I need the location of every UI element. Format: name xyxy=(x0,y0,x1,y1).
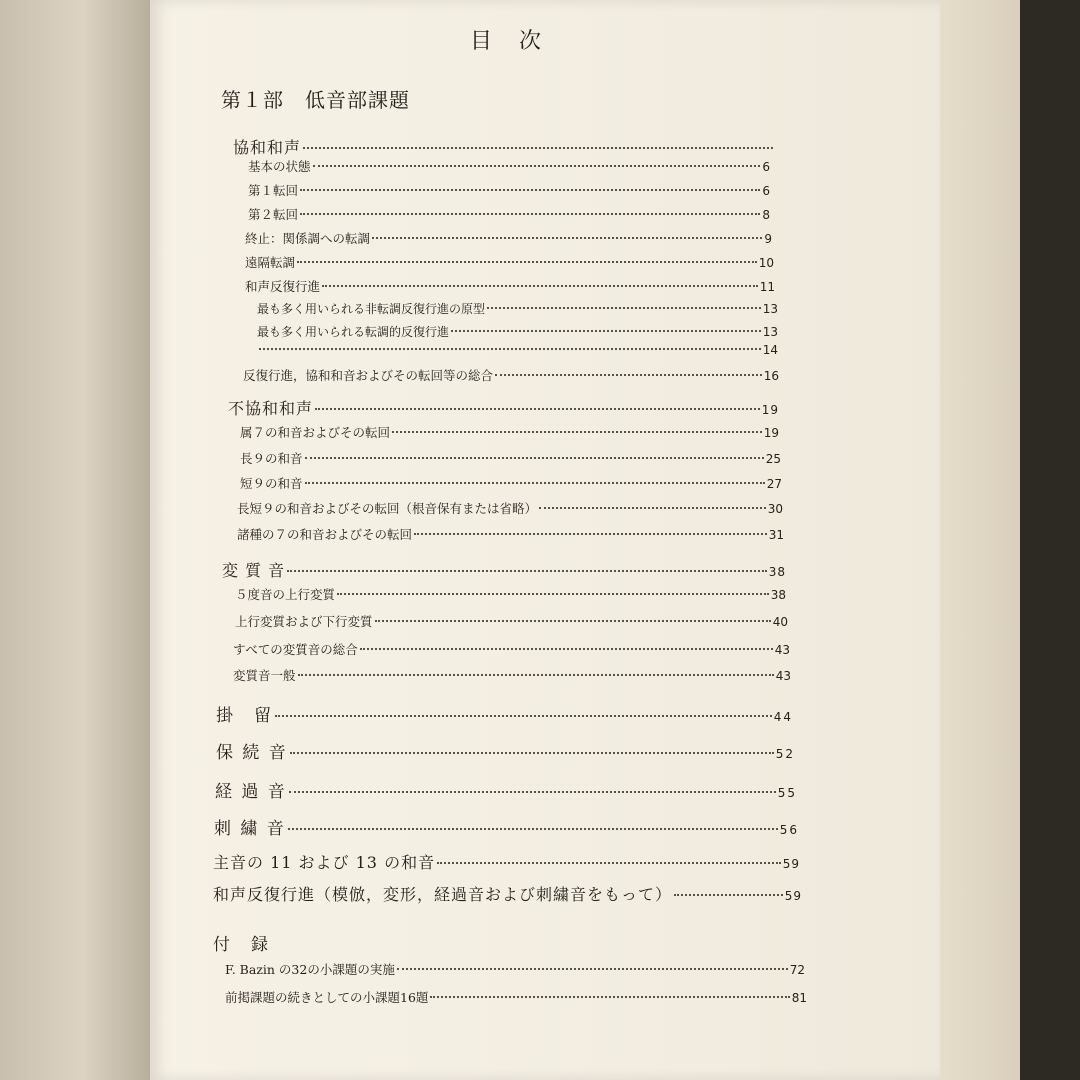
toc-entry-shuon xyxy=(213,850,800,873)
toc-entry-page: 52 xyxy=(775,747,795,761)
toc-entry-label: 第１転回 xyxy=(248,183,299,198)
leader-dots xyxy=(315,408,760,410)
leader-dots xyxy=(289,791,776,793)
toc-entry-enkaku xyxy=(245,253,774,271)
leader-dots xyxy=(674,894,783,896)
toc-entry-chotan9 xyxy=(237,499,783,517)
toc-entry-label: 終止：関係調への転調 xyxy=(245,231,371,246)
toc-entry-page: 38 xyxy=(770,588,786,602)
toc-entry-label: 前掲課題の続きとしての小課題16題 xyxy=(225,990,429,1005)
leader-dots xyxy=(297,261,757,263)
page-stack-edge xyxy=(940,0,1020,1080)
toc-entry-label: F. Bazin の32の小課題の実施 xyxy=(225,962,395,977)
toc-entry-subete xyxy=(233,640,790,658)
leader-dots xyxy=(303,147,773,149)
toc-entry-label: 長短９の和音およびその転回（根音保有または省略） xyxy=(237,501,538,516)
toc-entry-shushi xyxy=(245,229,772,247)
leader-dots xyxy=(298,674,774,676)
toc-entry-bazin xyxy=(225,960,805,978)
toc-entry-label: 付 録 xyxy=(213,935,270,955)
background-edge xyxy=(1020,0,1080,1080)
toc-entry-shoshu7 xyxy=(237,525,784,543)
toc-entry-page: 43 xyxy=(774,643,790,657)
toc-entry-keiryu xyxy=(216,701,793,726)
leader-dots xyxy=(322,285,758,287)
toc-entry-label: 短９の和音 xyxy=(240,476,303,491)
toc-entry-page: 6 xyxy=(762,160,770,174)
leader-dots xyxy=(392,431,762,433)
toc-entry-joko xyxy=(235,612,788,630)
toc-entry-page: 10 xyxy=(758,256,774,270)
toc-entry-page: 31 xyxy=(768,528,784,542)
toc-entry-hozoku xyxy=(216,738,795,763)
toc-entry-hanpuku-c xyxy=(257,343,778,357)
toc-entry-page: 56 xyxy=(779,823,799,837)
toc-entry-label: ５度音の上行変質 xyxy=(235,587,336,602)
toc-entry-kyowa xyxy=(233,135,773,158)
toc-entry-page: 9 xyxy=(764,232,772,246)
leader-dots xyxy=(495,374,762,376)
toc-entry-page: 11 xyxy=(759,280,775,294)
toc-entry-fukyowa xyxy=(228,396,779,419)
left-page-edge xyxy=(0,0,150,1080)
toc-entry-page: 25 xyxy=(765,452,781,466)
toc-entry-label: 反復行進，協和和音およびその転回等の総合 xyxy=(243,368,494,383)
leader-dots xyxy=(375,620,771,622)
toc-entry-zenkei xyxy=(225,988,807,1006)
toc-entry-hanpuku-b xyxy=(257,323,778,340)
toc-entry-shishu xyxy=(214,814,799,839)
toc-entry-page: 55 xyxy=(777,786,797,800)
toc-entry-label: 協和和声 xyxy=(233,138,302,157)
toc-entry-page: 30 xyxy=(767,502,783,516)
toc-entry-sogo xyxy=(243,366,779,384)
toc-entry-page: 44 xyxy=(773,710,793,724)
leader-dots xyxy=(360,648,773,650)
leader-dots xyxy=(414,533,767,535)
leader-dots xyxy=(288,828,778,830)
toc-entry-keika xyxy=(215,777,797,802)
toc-entry-zoku7 xyxy=(240,423,779,441)
toc-entry-tenkai1 xyxy=(248,181,770,199)
toc-entry-page: 6 xyxy=(762,184,770,198)
toc-entry-page: 19 xyxy=(763,426,779,440)
toc-entry-page: 13 xyxy=(762,325,778,339)
toc-entry-label: 最も多く用いられる転調的反復行進 xyxy=(257,325,450,339)
toc-entry-page: 13 xyxy=(762,302,778,316)
toc-entry-tan9 xyxy=(240,474,782,492)
part-heading: 第１部 低音部課題 xyxy=(221,88,410,112)
toc-entry-label: 刺 繍 音 xyxy=(214,819,286,839)
toc-entry-page: 59 xyxy=(782,857,800,871)
toc-entry-label: 和声反復行進（模倣，変形，経過音および刺繍音をもって） xyxy=(213,885,673,904)
leader-dots xyxy=(290,752,774,754)
toc-entry-label: 上行変質および下行変質 xyxy=(235,614,373,629)
toc-entry-label: すべての変質音の総合 xyxy=(233,642,358,657)
leader-dots xyxy=(539,507,766,509)
toc-entry-label: 変質音一般 xyxy=(233,668,296,683)
toc-entry-hanpuku xyxy=(245,277,775,295)
toc-entry-kihon xyxy=(248,157,770,175)
toc-entry-label: 変 質 音 xyxy=(222,561,286,580)
toc-entry-label: 第２転回 xyxy=(248,207,299,222)
toc-entry-hanpuku-a xyxy=(257,300,778,317)
toc-entry-label: 主音の 11 および 13 の和音 xyxy=(213,853,436,872)
leader-dots xyxy=(305,482,765,484)
leader-dots xyxy=(430,996,789,998)
toc-entry-waseimoho xyxy=(213,882,802,905)
toc-entry-cho9 xyxy=(240,449,781,467)
leader-dots xyxy=(397,968,788,970)
toc-entry-tenkai2 xyxy=(248,205,770,223)
toc-entry-page: 19 xyxy=(761,403,779,417)
toc-entry-page: 27 xyxy=(766,477,782,491)
toc-entry-page: 81 xyxy=(791,991,807,1005)
toc-entry-label: 保 続 音 xyxy=(216,743,288,763)
leader-dots xyxy=(487,307,761,309)
leader-dots xyxy=(372,237,762,239)
leader-dots xyxy=(300,213,760,215)
toc-entry-page: 72 xyxy=(789,963,805,977)
toc-entry-label: 最も多く用いられる非転調反復行進の原型 xyxy=(257,302,486,316)
leader-dots xyxy=(287,570,767,572)
toc-entry-label: 掛 留 xyxy=(216,706,273,726)
toc-entry-label: 長９の和音 xyxy=(240,451,303,466)
toc-entry-label: 諸種の７の和音およびその転回 xyxy=(237,527,413,542)
leader-dots xyxy=(337,593,769,595)
toc-entry-label: 和声反復行進 xyxy=(245,279,321,294)
toc-entry-label: 属７の和音およびその転回 xyxy=(240,425,391,440)
toc-entry-page: 43 xyxy=(775,669,791,683)
toc-entry-label: 遠隔転調 xyxy=(245,255,296,270)
toc-entry-page: 16 xyxy=(763,369,779,383)
toc-entry-henshitsu xyxy=(222,558,786,581)
toc-entry-godo xyxy=(235,585,786,603)
toc-entry-page: 40 xyxy=(772,615,788,629)
toc-entry-page: 8 xyxy=(762,208,770,222)
toc-entry-label: 経 過 音 xyxy=(215,782,287,802)
page-title: 目 次 xyxy=(470,29,551,54)
leader-dots xyxy=(259,348,761,350)
toc-entry-page: 38 xyxy=(768,565,786,579)
leader-dots xyxy=(451,330,761,332)
leader-dots xyxy=(437,862,781,864)
toc-entry-ippan xyxy=(233,666,791,684)
leader-dots xyxy=(313,165,761,167)
toc-entry-furoku xyxy=(213,930,413,955)
leader-dots xyxy=(300,189,760,191)
leader-dots xyxy=(275,715,772,717)
toc-entry-label: 不協和和声 xyxy=(228,399,314,418)
toc-entry-page: 59 xyxy=(784,889,802,903)
toc-entry-label: 基本の状態 xyxy=(248,159,311,174)
leader-dots xyxy=(305,457,764,459)
toc-entry-page: 14 xyxy=(762,343,778,357)
